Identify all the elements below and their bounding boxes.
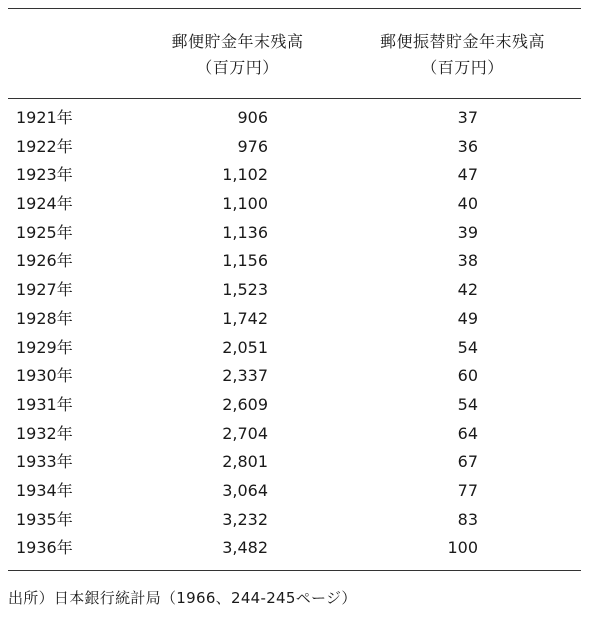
year-cell: 1925年	[16, 222, 73, 242]
postal-savings-cell: 3,064	[222, 480, 268, 500]
postal-savings-cell: 906	[237, 108, 268, 127]
postal-transfer-savings-cell: 37	[457, 108, 478, 127]
postal-transfer-savings-cell: 67	[457, 452, 478, 472]
year-cell: 1929年	[16, 337, 73, 357]
postal-savings-cell: 1,523	[222, 280, 268, 300]
year-cell: 1921年	[16, 108, 73, 127]
postal-transfer-savings-cell: 38	[457, 251, 478, 271]
postal-transfer-savings-cell: 54	[457, 337, 478, 357]
year-cell: 1927年	[16, 280, 73, 300]
table-row	[0, 452, 600, 481]
table-row	[0, 165, 600, 194]
column-header-postal-transfer-savings	[355, 29, 570, 81]
source-note: 出所）日本銀行統計局（1966、244-245ページ）	[8, 589, 357, 607]
year-cell: 1934年	[16, 480, 73, 500]
postal-transfer-savings-cell: 40	[457, 194, 478, 214]
table-bottom-rule	[8, 570, 581, 571]
postal-transfer-savings-cell: 54	[457, 394, 478, 414]
year-cell: 1936年	[16, 538, 73, 558]
year-cell: 1931年	[16, 394, 73, 414]
postal-savings-cell: 1,742	[222, 308, 268, 328]
table-row	[0, 338, 600, 367]
year-cell: 1933年	[16, 452, 73, 472]
postal-savings-cell: 2,609	[222, 394, 268, 414]
postal-transfer-savings-cell: 100	[447, 538, 478, 558]
table-row	[0, 424, 600, 453]
table-row	[0, 395, 600, 424]
postal-savings-cell: 2,801	[222, 452, 268, 472]
table-row	[0, 366, 600, 395]
postal-transfer-savings-cell: 64	[457, 423, 478, 443]
table-row	[0, 137, 600, 166]
postal-transfer-savings-cell: 83	[457, 509, 478, 529]
year-cell: 1926年	[16, 251, 73, 271]
table-row	[0, 510, 600, 539]
table-header-rule	[8, 98, 581, 99]
postal-savings-cell: 2,051	[222, 337, 268, 357]
postal-savings-cell: 1,102	[222, 165, 268, 185]
table-row	[0, 194, 600, 223]
table-row	[0, 280, 600, 309]
postal-transfer-savings-cell: 36	[457, 136, 478, 156]
table-row	[0, 108, 600, 137]
postal-transfer-savings-cell: 39	[457, 222, 478, 242]
postal-savings-cell: 1,136	[222, 222, 268, 242]
postal-savings-cell: 2,337	[222, 366, 268, 386]
table-row	[0, 223, 600, 252]
table-row	[0, 538, 600, 567]
column-header-postal-savings	[140, 29, 335, 81]
postal-transfer-savings-cell: 77	[457, 480, 478, 500]
year-cell: 1923年	[16, 165, 73, 185]
table-body	[0, 108, 600, 567]
year-cell: 1930年	[16, 366, 73, 386]
table-row	[0, 251, 600, 280]
postal-transfer-savings-cell: 60	[457, 366, 478, 386]
postal-transfer-savings-cell: 42	[457, 280, 478, 300]
year-cell: 1932年	[16, 423, 73, 443]
postal-savings-cell: 3,232	[222, 509, 268, 529]
table-top-rule	[8, 8, 581, 9]
column-header-postal-savings-title: 郵便貯金年末残高	[171, 32, 304, 51]
table-row	[0, 309, 600, 338]
postal-savings-cell: 1,100	[222, 194, 268, 214]
column-header-postal-transfer-savings-title: 郵便振替貯金年末残高	[379, 32, 545, 51]
postal-savings-cell: 1,156	[222, 251, 268, 271]
postal-transfer-savings-cell: 47	[457, 165, 478, 185]
column-header-postal-transfer-savings-unit: （百万円）	[421, 58, 504, 77]
year-cell: 1935年	[16, 509, 73, 529]
postal-savings-cell: 976	[237, 136, 268, 156]
year-cell: 1922年	[16, 136, 73, 156]
column-header-postal-savings-unit: （百万円）	[196, 58, 279, 77]
year-cell: 1924年	[16, 194, 73, 214]
postal-savings-cell: 2,704	[222, 423, 268, 443]
postal-savings-cell: 3,482	[222, 538, 268, 558]
postal-transfer-savings-cell: 49	[457, 308, 478, 328]
table-row	[0, 481, 600, 510]
year-cell: 1928年	[16, 308, 73, 328]
